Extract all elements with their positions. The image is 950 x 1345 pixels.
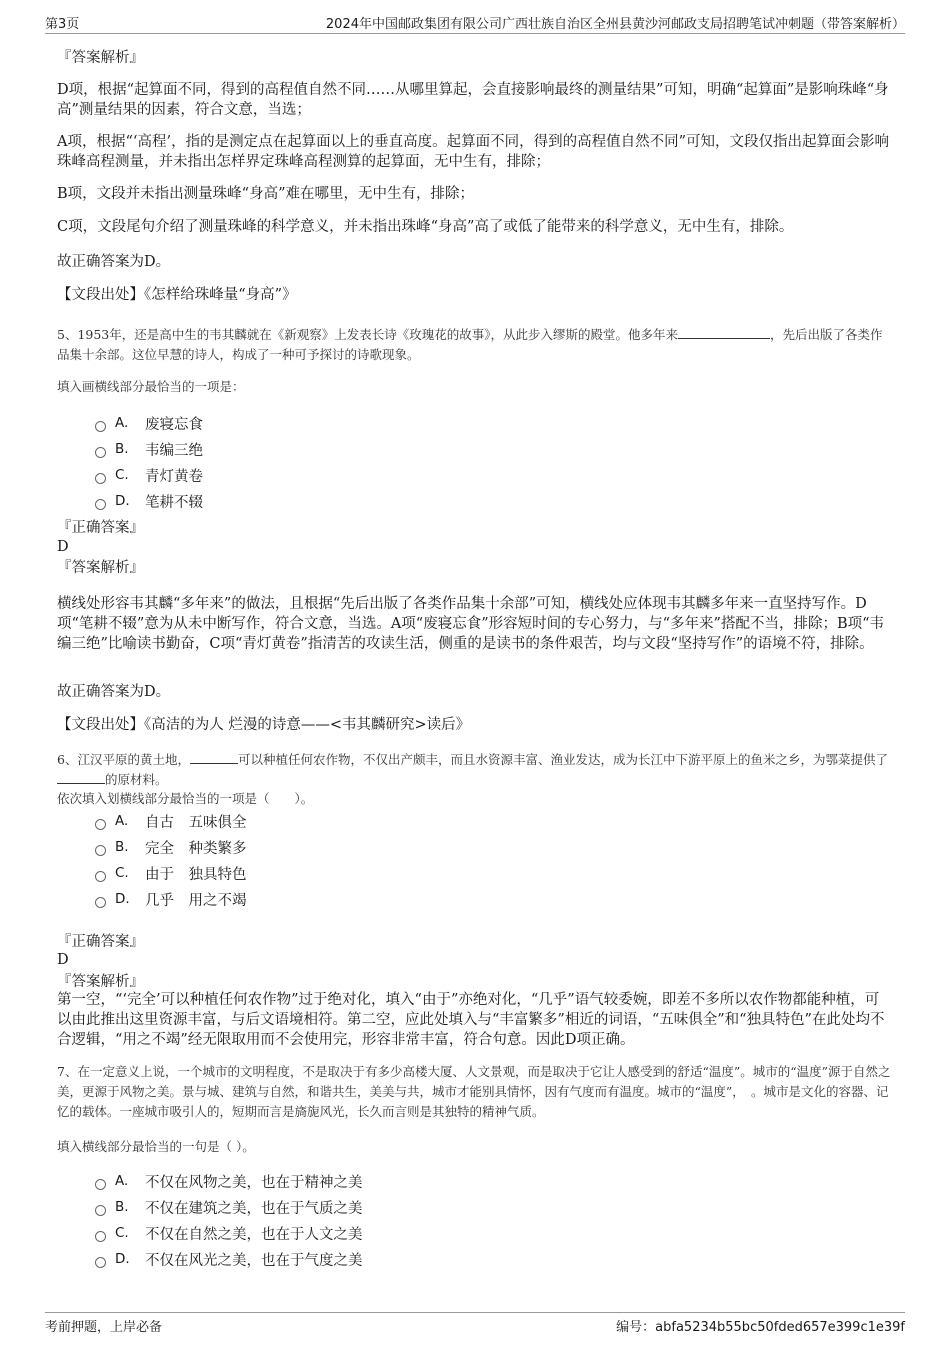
q5-option-b[interactable]: B. 韦编三绝 (95, 436, 203, 462)
q4-analysis-p3: B项，文段并未指出测量珠峰“身高”难在哪里，无中生有，排除； (57, 186, 474, 202)
radio-icon[interactable] (95, 499, 106, 510)
q5-answer-label: 『正确答案』 (57, 520, 144, 536)
q6-options (95, 808, 247, 912)
radio-icon[interactable] (95, 845, 106, 856)
radio-icon[interactable] (95, 819, 106, 830)
q6-stem-part-b: 可以种植任何农作物，不仅出产颇丰，而且水资源丰富、渔业发达，成为长江中下游平原上的鱼米之乡，为鄂菜提供了 (237, 752, 888, 767)
q6-analysis: 第一空，“‘完全’可以种植任何农作物”过于绝对化，填入“由于”亦绝对化，“几乎”语气较委婉，即差不多所以农作物都能种植，可以由此推出这里资源丰富，与后文语境相符。第二空，应此处填入与“丰富繁多”相近的词语，“五味俱全”和“独具特色”在此处均不合逻辑，“用之不竭”经无限取用而不会使用完，形容非常丰富，符合句意。因此D项正确。 (57, 992, 885, 1048)
q6-answer-label: 『正确答案』 (57, 934, 144, 950)
q7-option-a[interactable]: A. 不仅在风物之美，也在于精神之美 (95, 1168, 363, 1194)
q6-answer: D (57, 952, 69, 968)
footer-code-label: 编号： (616, 1320, 656, 1335)
q5-analysis: 横线处形容韦其麟“多年来”的做法，且根据“先后出版了各类作品集十余部”可知，横线处应体现韦其麟多年来一直坚持写作。D项“笔耕不辍”意为从未中断写作，符合文意，当选。A项“废寝忘食”形容短时间的专心努力，与“多年来”搭配不当，排除；B项“韦编三绝”比喻读书勤奋，C项“青灯黄卷”指清苦的攻读生活，侧重的是读书的条件艰苦，均与文段“坚持写作”的语境不符，排除。 (57, 596, 885, 652)
q7-options (95, 1168, 363, 1272)
radio-icon[interactable] (95, 473, 106, 484)
q6-blank-1 (190, 751, 238, 764)
q5-answer: D (57, 539, 69, 555)
footer-code (616, 1316, 905, 1335)
q4-analysis-label: 『答案解析』 (57, 50, 144, 66)
q6-option-d[interactable]: D. 几乎 用之不竭 (95, 886, 247, 912)
q5-stem-part-a: 5、1953年，还是高中生的韦其麟就在《新观察》上发表长诗《玫瑰花的故事》，从此步入缪斯的殿堂。他多年来 (57, 327, 679, 342)
footer-slogan: 考前押题，上岸必备 (45, 1320, 163, 1335)
q5-source: 【文段出处】《高洁的为人 烂漫的诗意——<韦其麟研究>读后》 (57, 717, 471, 733)
radio-icon[interactable] (95, 1205, 106, 1216)
q4-analysis-p1: D项，根据“起算面不同，得到的高程值自然不同……从哪里算起，会直接影响最终的测量结果”可知，明确“起算面”是影响珠峰“身高”测量结果的因素，符合文意，当选； (57, 82, 889, 118)
radio-icon[interactable] (95, 871, 106, 882)
page-footer (45, 1312, 905, 1335)
q6-prompt: 依次填入划横线部分最恰当的一项是（ ）。 (57, 791, 314, 806)
page-number: 第3页 (45, 17, 80, 32)
q6-option-a[interactable]: A. 自古 五味俱全 (95, 808, 247, 834)
radio-icon[interactable] (95, 897, 106, 908)
q5-options (95, 410, 203, 514)
radio-icon[interactable] (95, 1231, 106, 1242)
q5-option-d[interactable]: D. 笔耕不辍 (95, 488, 203, 514)
q5-stem (57, 325, 892, 365)
q4-source: 【文段出处】《怎样给珠峰量“身高”》 (57, 287, 297, 303)
q6-analysis-label: 『答案解析』 (57, 974, 144, 990)
q5-blank (678, 326, 770, 339)
q7-option-d[interactable]: D. 不仅在风光之美，也在于气度之美 (95, 1246, 363, 1272)
q4-analysis-p2: A项，根据“‘高程’，指的是测定点在起算面以上的垂直高度。起算面不同，得到的高程值自然不同”可知，文段仅指出起算面会影响珠峰高程测量，并未指出怎样界定珠峰高程测算的起算面，无中生有，排除； (57, 134, 890, 170)
q4-conclusion: 故正确答案为D。 (57, 254, 171, 270)
q5-option-c[interactable]: C. 青灯黄卷 (95, 462, 203, 488)
document-title: 2024年中国邮政集团有限公司广西壮族自治区全州县黄沙河邮政支局招聘笔试冲刺题（带答案解析） (325, 17, 905, 32)
q7-option-c[interactable]: C. 不仅在自然之美，也在于人文之美 (95, 1220, 363, 1246)
q5-prompt: 填入画横线部分最恰当的一项是： (57, 379, 245, 394)
q5-stem-part-b: ，先后出版了各类作品集十余部。这位早慧的诗人，构成了一种可予探讨的诗歌现象。 (57, 327, 883, 362)
q7-prompt: 填入横线部分最恰当的一句是（ ）。 (57, 1139, 255, 1154)
q5-analysis-label: 『答案解析』 (57, 560, 144, 576)
page-header (45, 13, 905, 34)
q6-blank-2 (57, 771, 105, 784)
radio-icon[interactable] (95, 447, 106, 458)
q6-option-b[interactable]: B. 完全 种类繁多 (95, 834, 247, 860)
q4-analysis-p4: C项，文段尾句介绍了测量珠峰的科学意义，并未指出珠峰“身高”高了或低了能带来的科学意义，无中生有，排除。 (57, 219, 794, 235)
q7-option-b[interactable]: B. 不仅在建筑之美，也在于气质之美 (95, 1194, 363, 1220)
q6-option-c[interactable]: C. 由于 独具特色 (95, 860, 247, 886)
q6-stem-part-a: 6、江汉平原的黄土地， (57, 752, 190, 767)
radio-icon[interactable] (95, 421, 106, 432)
footer-code-value: abfa5234b55bc50fded657e399c1e39f (655, 1320, 905, 1335)
radio-icon[interactable] (95, 1257, 106, 1268)
q5-conclusion: 故正确答案为D。 (57, 684, 171, 700)
q6-stem-part-c: 的原材料。 (105, 772, 168, 787)
q7-stem: 7、在一定意义上说，一个城市的文明程度，不是取决于有多少高楼大厦、人文景观，而是取决于它让人感受到的舒适“温度”。城市的“温度”源于自然之美，更源于风物之美。景与城、建筑与自然，和谐共生，美美与共，城市才能别具情怀，因有气度而有温度。城市的“温度”， 。城市是文化的容器、记忆的载体。一座城市吸引人的，短期而言是旖旎风光，长久而言则是其独特的精神气质。 (57, 1064, 891, 1119)
q6-stem (57, 750, 892, 790)
q5-option-a[interactable]: A. 废寝忘食 (95, 410, 203, 436)
radio-icon[interactable] (95, 1179, 106, 1190)
